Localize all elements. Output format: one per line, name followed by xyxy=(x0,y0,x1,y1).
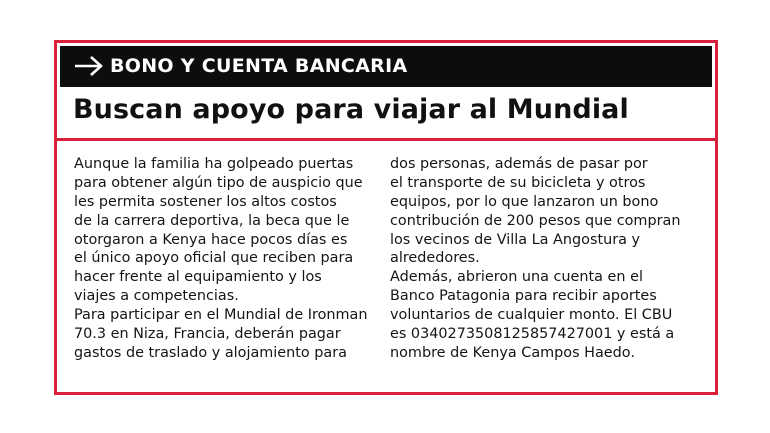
body-line: Además, abrieron una cuenta en el xyxy=(390,269,643,286)
headline: Buscan apoyo para viajar al Mundial xyxy=(73,94,629,125)
body-line: Para participar en el Mundial de Ironman xyxy=(74,307,368,324)
body-line: Aunque la familia ha golpeado puertas xyxy=(74,156,354,172)
body-column-right xyxy=(390,155,710,363)
body-line: equipos, por lo que lanzaron un bono xyxy=(390,193,659,210)
article-box xyxy=(54,40,718,395)
body-line: para obtener algún tipo de auspicio que xyxy=(74,174,363,191)
arrow-right-icon xyxy=(74,55,104,77)
body-line: los vecinos de Villa La Angostura y xyxy=(390,231,641,248)
section-band xyxy=(60,46,712,87)
body-line: 70.3 en Niza, Francia, deberán pagar xyxy=(74,326,341,343)
body-line: el único apoyo oficial que reciben para xyxy=(74,250,354,267)
body-line: viajes a competencias. xyxy=(74,288,239,305)
body-line: el transporte de su bicicleta y otros xyxy=(390,174,646,191)
body-line: contribución de 200 pesos que compran xyxy=(390,212,681,229)
body-line: Banco Patagonia para recibir aportes xyxy=(390,288,657,305)
headline-divider xyxy=(57,138,715,141)
body-line: gastos de traslado y alojamiento para xyxy=(74,344,347,361)
body-line: hacer frente al equipamiento y los xyxy=(74,269,322,286)
body-column-left xyxy=(74,155,374,363)
body-line: otorgaron a Kenya hace pocos días es xyxy=(74,231,348,248)
body-line: alrededores. xyxy=(390,250,480,267)
body-line: nombre de Kenya Campos Haedo. xyxy=(390,344,635,361)
body-line: dos personas, además de pasar por xyxy=(390,156,648,172)
body-line: es 0340273508125857427001 y está a xyxy=(390,326,675,343)
body-line: les permita sostener los altos costos xyxy=(74,193,337,210)
body-line: voluntarios de cualquier monto. El CBU xyxy=(390,307,673,324)
body-line: de la carrera deportiva, la beca que le xyxy=(74,212,350,229)
section-label: BONO Y CUENTA BANCARIA xyxy=(110,55,408,77)
